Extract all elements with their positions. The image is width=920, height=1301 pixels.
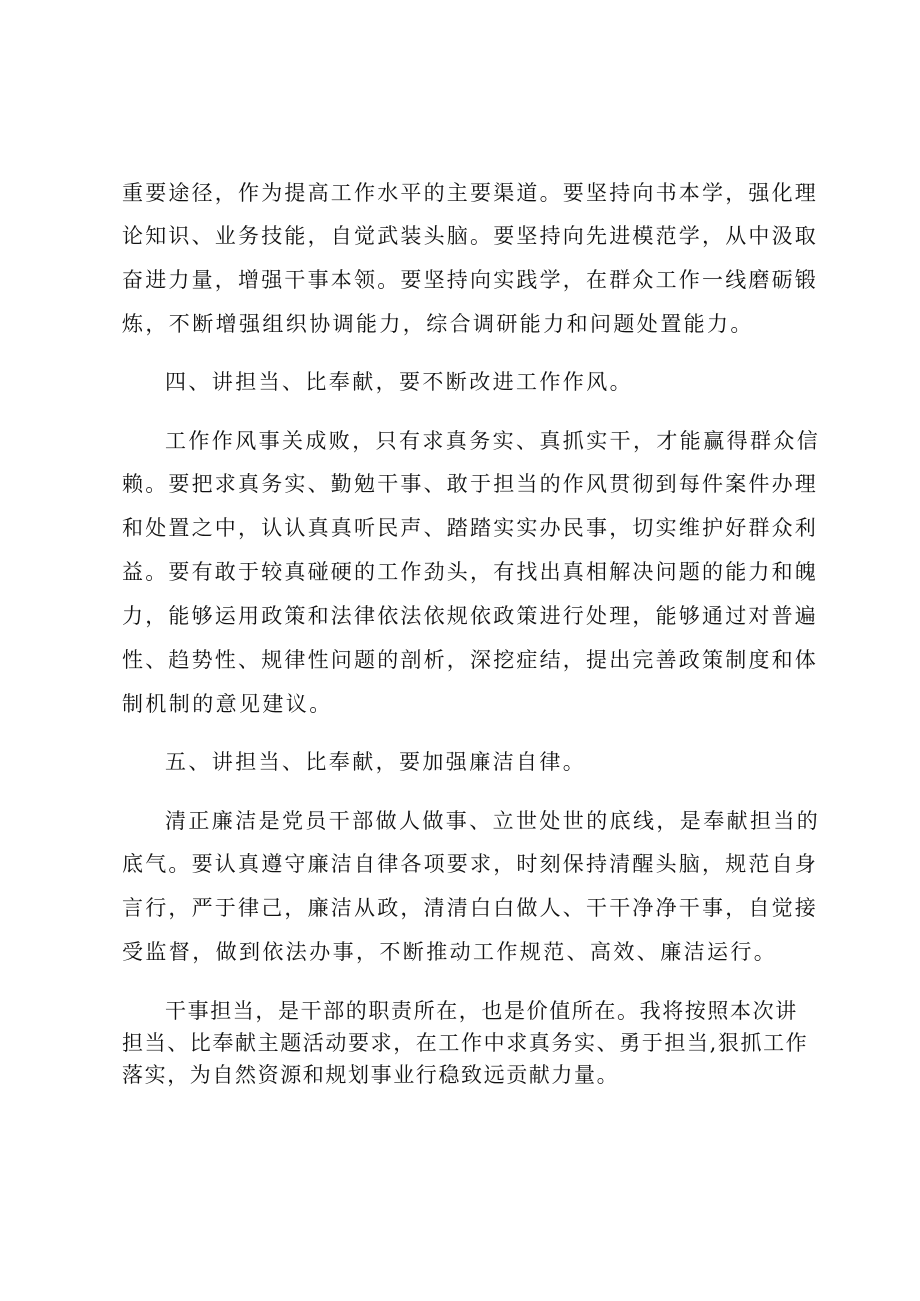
text-line: 重要途径，作为提高工作水平的主要渠道。要坚持向书本学，强化理 bbox=[122, 181, 818, 205]
text-line: 受监督，做到依法办事，不断推动工作规范、高效、廉洁运行。 bbox=[122, 940, 778, 964]
text-line: 底气。要认真遵守廉洁自律各项要求，时刻保持清醒头脑，规范自身 bbox=[122, 852, 818, 876]
text-line: 干事担当，是干部的职责所在，也是价值所在。我将按照本次讲 bbox=[165, 999, 798, 1023]
text-line: 炼，不断增强组织协调能力，综合调研能力和问题处置能力。 bbox=[122, 312, 754, 336]
text-line: 和处置之中，认认真真听民声、踏踏实实办民事，切实维护好群众利 bbox=[122, 516, 818, 540]
text-line: 清正廉洁是党员干部做人做事、立世处世的底线，是奉献担当的 bbox=[165, 809, 821, 833]
text-line: 工作作风事关成败，只有求真务实、真抓实干，才能赢得群众信 bbox=[165, 429, 821, 453]
text-line: 性、趋势性、规律性问题的剖析，深挖症结，提出完善政策制度和体 bbox=[122, 648, 818, 672]
text-line: 担当、比奉献主题活动要求，在工作中求真务实、勇于担当,狠抓工作 bbox=[122, 1031, 809, 1055]
text-line: 赖。要把求真务实、勤勉干事、敢于担当的作风贯彻到每件案件办理 bbox=[122, 472, 818, 496]
section-heading-4: 四、讲担当、比奉献，要不断改进工作作风。 bbox=[165, 370, 633, 394]
text-line: 言行，严于律己，廉洁从政，清清白白做人、干干净净干事，自觉接 bbox=[122, 896, 818, 920]
text-line: 奋进力量，增强干事本领。要坚持向实践学，在群众工作一线磨砺锻 bbox=[122, 268, 818, 292]
text-line: 益。要有敢于较真碰硬的工作劲头，有找出真相解决问题的能力和魄 bbox=[122, 560, 818, 584]
section-heading-5: 五、讲担当、比奉献，要加强廉洁自律。 bbox=[165, 750, 587, 774]
text-line: 落实，为自然资源和规划事业行稳致远贡献力量。 bbox=[122, 1063, 620, 1087]
text-line: 力，能够运用政策和法律依法依规依政策进行处理，能够通过对普遍 bbox=[122, 604, 818, 628]
text-line: 论知识、业务技能，自觉武装头脑。要坚持向先进模范学，从中汲取 bbox=[122, 224, 818, 248]
text-line: 制机制的意见建议。 bbox=[122, 692, 333, 716]
